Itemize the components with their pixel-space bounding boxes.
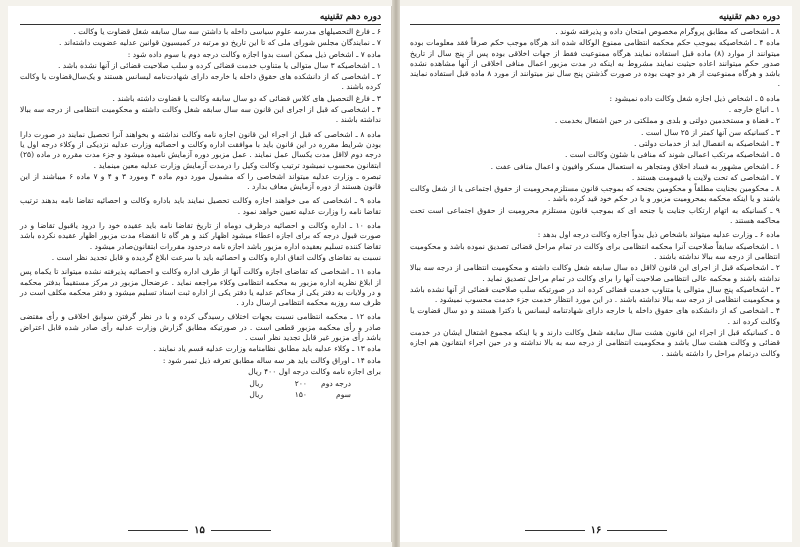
running-title: دوره دهم تقنینیه	[718, 12, 780, 22]
fee-row	[20, 379, 381, 389]
right-page-footer	[400, 525, 792, 536]
paragraph: ۶ ـ فارغ التحصیلهای مدرسه علوم سیاسی داخله با داشتن سه سال سابقه شغل قضاوت یا وکالت .	[73, 27, 381, 36]
left-page-footer	[8, 525, 391, 536]
fee-label: درجه دوم	[321, 379, 351, 389]
paragraph: ماده ۴ ـ اشخاصیکه بموجب حکم محکمه انتظامی ممنوع الوکاله شده اند هرگاه موجب حکم صرفاً فقد معلومات بوده میتوانند از موارد (۸) ماده قبل استفاده نمایند هرگاه ممنوعیت فقط از جهات اخلاقی بوده پس از پنج سال از تاریخ صدور حکم میتوانند اعاده حیثیت نمایند مشروط به اینکه در مدت مزبور اعمال منافی اخلاقی از آنها مشاهده نشده باشد و هرگاه ممنوعیت از هر دو جهت بوده در صورت گذشتن پنج سال نیز میتوانند از مورد ۸ ماده قبل استفاده نمایند .	[410, 38, 780, 89]
paragraph: ماده ۵ ـ اشخاص ذیل اجازه شغل وکالت داده نمیشود :	[609, 93, 780, 103]
fee-unit: ریال	[249, 389, 263, 399]
list-item: ۲ ـ اشخاصیکه قبل از اجرای این قانون لااقل ده سال سابقه شغل وکالت داشته و محکومیت انتظامی از درجه سه ببالا نداشته باشند و محکمه عالی انتظامی صلاحیت آنها را برای وکالت در تمام مراحل تصدیق نماید .	[410, 263, 780, 283]
list-item: ۶ ـ اشخاص مشهور به فساد اخلاق ومتجاهر به استعمال مسکر وافیون و اعمال منافی عفت .	[490, 161, 780, 171]
paragraph: ۷ ـ نمایندگان مجلس شورای ملی که تا این تاریخ دو مرتبه در کمیسیون قوانین عدلیه عضویت داشته‌اند .	[59, 38, 381, 48]
list-item: ۹ ـ کسانیکه به اتهام ارتکاب جنایت یا جنحه ای که بموجب قانون مستلزم محرومیت از حقوق اجتماعی است تحت محاکمه هستند .	[410, 205, 780, 226]
paragraph: ماده ۹ ـ اشخاصی که می خواهند اجازه وکالت تحصیل نمایند باید باداره وکالت و احصائیه تقاضا نامه بدهند ترتیب تقاضا نامه را وزارت عدلیه تعیین خواهد نمود .	[20, 196, 381, 216]
list-item: ۳ ـ کسانیکه سن آنها کمتر از ۲۵ سال است .	[641, 127, 780, 137]
list-item: ۵ ـ اشخاصیکه مرتکب اعمالی شوند که منافی با شئون وکالت است .	[565, 150, 780, 160]
running-title: دوره دهم تقنینیه	[319, 12, 381, 22]
fee-table	[20, 379, 381, 400]
list-item: ۲ ـ قضاة و مستخدمین دولتی و بلدی و مملکتی در حین اشتغال بخدمت .	[554, 116, 780, 126]
fee-row	[20, 390, 381, 400]
paragraph: ۸ ـ اشخاصی که مطابق پروگرام مخصوص امتحان داده و پذیرفته شوند .	[555, 27, 780, 36]
paragraph: ماده ۱۴ ـ اوراق وکالت باید هر سه ساله مطابق تعرفه ذیل تمبر شود :	[162, 355, 381, 365]
paragraph: نسبت به تقاضای وکالت اتفاق اداره وکالت و احصائیه باید با سرعت ابلاغ گردیده و قابل تجدید نظر است .	[51, 252, 381, 262]
paragraph: تبصره ـ وزارت عدلیه میتواند اشخاصی را که مشمول مورد دوم ماده ۳ ومورد ۳ و ۴ و ۷ ماده ۶ میباشند از این قانون هستند از دوره آزمایش معاف بدارد .	[20, 171, 381, 192]
left-page	[8, 6, 392, 542]
list-item: ۷ ـ اشخاصی که تحت ولایت یا قیمومت هستند .	[631, 172, 780, 182]
paragraph: برای اجازه نامه وکالت درجه اول ۴۰۰ ریال	[248, 366, 381, 376]
paragraph: ماده ۶ ـ وزارت عدلیه میتواند باشخاص ذیل بدواً اجازه وکالت درجه اول بدهد :	[537, 230, 780, 240]
page-number: ۱۶	[590, 525, 602, 536]
left-page-header	[20, 10, 381, 25]
list-item: ۳ ـ اشخاصیکه پنج سال متوالی یا متناوب خدمت قضائی کرده اند در صورتیکه سلب صلاحیت قضائی از آنها نشده باشد و محکومیت انتظامی از درجه سه ببالا نداشته باشند . در این مورد انتظار خدمت جزء خدمت محسوب نمیشود .	[410, 284, 780, 305]
list-item: ۱ ـ اشخاصیکه سابقاً صلاحیت آنرا محکمه انتظامی برای وکالت در تمام مراحل قضائی تصدیق نموده باشد و محکومیت انتظامی از درجه سه ببالا نداشته باشند .	[410, 241, 780, 261]
paragraph: ماده ۱۲ ـ محکمه انتظامی نسبت بجهات اختلاف رسیدگی کرده و با در نظر گرفتن سوابق اخلاقی و رأی مقتضی صادر و رأی محکمه مزبور قطعی است . در صورتیکه مطابق گزارش وزارت عدلیه رأی صادر شده قابل اعتراض باشد رأی مزبور غیر قابل تجدید نظر است .	[20, 312, 381, 343]
list-item: ۸ ـ محکومین بجنایت مطلقاً و محکومین بجنحه که بموجب قانون مستلزم‌محرومیت از حقوق اجتماعی یا از شغل وکالت باشند و یا اینکه محکمه بمحرومیت مزبور و یا در حکم خود قید کرده باشد .	[410, 184, 780, 204]
left-page-body	[20, 27, 381, 377]
paragraph: ۴ ـ اشخاصی که قبل از اجرای این قانون ‌سه سال سابقه شغل وکالت داشته و محکومیت انتظامی از درجه سه ببالا نداشته باشند .	[20, 105, 381, 125]
fee-label: سوم	[336, 389, 351, 399]
list-item: ۱ ـ اتباع خارجه .	[728, 105, 780, 115]
paragraph: ۳ ـ فارغ التحصیل های کلاس قضائی که دو سال سابقه وکالت یا قضاوت داشته باشند .	[112, 93, 381, 103]
book-gutter	[392, 0, 400, 547]
right-page	[400, 6, 792, 542]
list-item: ۴ ـ اشخاصی که از دانشکده های حقوق داخله یا خارجه دارای شهادتنامه لیسانس یا دکترا هستند و دو سال قضاوت یا وکالت کرده اند .	[410, 306, 780, 326]
paragraph: ۲ ـ اشخاصی که از دانشکده های حقوق داخله یا خارجه دارای شهادت‌نامه لیسانس هستند و یک‌سال‌قضاوت یا وکالت کرده باشند .	[20, 72, 381, 92]
paragraph: ماده ۱۰ ـ اداره وکالت و احصائیه درظرف دوماه از تاریخ تقاضا نامه باید عقیده خود را درود یاقبول تقاضا و در صورت قبول درجه که برای اجازه اعطاء میشود اظهار کند و هر گاه تا انقضاء مدت مزبور اظهار عقیده نکرده باشد تقاضا کننده تسلیم بعقیده اداره مزبور باشد اجازه نامه درحدود مقررات ابتقانون‌صادر میشود .	[20, 221, 382, 251]
paragraph: ماده ۸ ـ اشخاصی که قبل از اجراء این قانون اجازه نامه وکالت نداشته و بخواهند آنرا تحصیل نمایند در صورت دارا بودن شرایط مقرره در این قانون باید با موافقت اداره وکالت و احصائیه وزارت عدلیه نزدیکی از وکلاء درجه اول یا درجه دوم لااقل مدت یکسال عمل نمایند . عمل مزبور دوره آزمایش نامیده میشود و جزء مدت مقرره در ماده (۲۵) ابتقانون محسوب نمیشود ترتیب وکالت وکیل را درمدت آزمایش وزارت عدلیه معین مینماید .	[20, 129, 381, 170]
fee-amount: ۲۰۰	[294, 379, 307, 389]
list-item: ۵ ـ کسانیکه قبل از اجراء این قانون هشت سال سابقه شغل وکالت دارند و یا اینکه مجموع اشتغال ایشان در خدمت قضائی و وکالت هشت سال باشد و محکومیت انتظامی از درجه سه به بالا نداشته و در حین اجراء ابتقانون هم اجازه وکالت درتمام مراحل را داشته باشند .	[410, 328, 780, 358]
right-page-header	[410, 10, 780, 25]
paragraph: ماده ۱۳ ـ وکلاء عدلیه باید مطابق نظامنامه وزارت عدلیه قسم یاد نمایند .	[153, 344, 381, 354]
paragraph: ۱ ـ اشخاصیکه ۳ سال متوالی یا متناوب خدمت قضائی کرده و سلب صلاحیت قضائی از آنها نشده باشد .	[57, 60, 381, 70]
fee-unit: ریال	[249, 379, 263, 389]
paragraph: ماده ۷ ـ اشخاص ذیل ممکن است بدوا اجازه وکالت درجه دوم یا سوم داده شود :	[127, 49, 381, 59]
fee-amount: ۱۵۰	[294, 389, 307, 399]
right-page-body	[410, 27, 780, 359]
paragraph: ماده ۱۱ ـ اشخاصی که تقاضای اجازه وکالت آنها از طرف اداره وکالت و احصائیه پذیرفته نشده میتواند تا یکماه پس از ابلاغ نظریه اداره مزبور به محکمه انتظامی وکلاء مراجعه نماید . عرضحال مزبور در مرکز مستقیماً بدفتر محکمه و در ولایات به دفتر یکی از محاکم عدلیه یا دفتر یکی از اداره ثبت اسناد تسلیم میشود و دفتر محکمه مکلف است در ظرف سه روزبه محکمه انتظامی ارسال دارد .	[20, 267, 381, 308]
list-item: ۴ ـ اشخاصیکه به انفصال ابد از خدمات دولتی .	[634, 138, 780, 148]
page-number: ۱۵	[194, 525, 205, 536]
